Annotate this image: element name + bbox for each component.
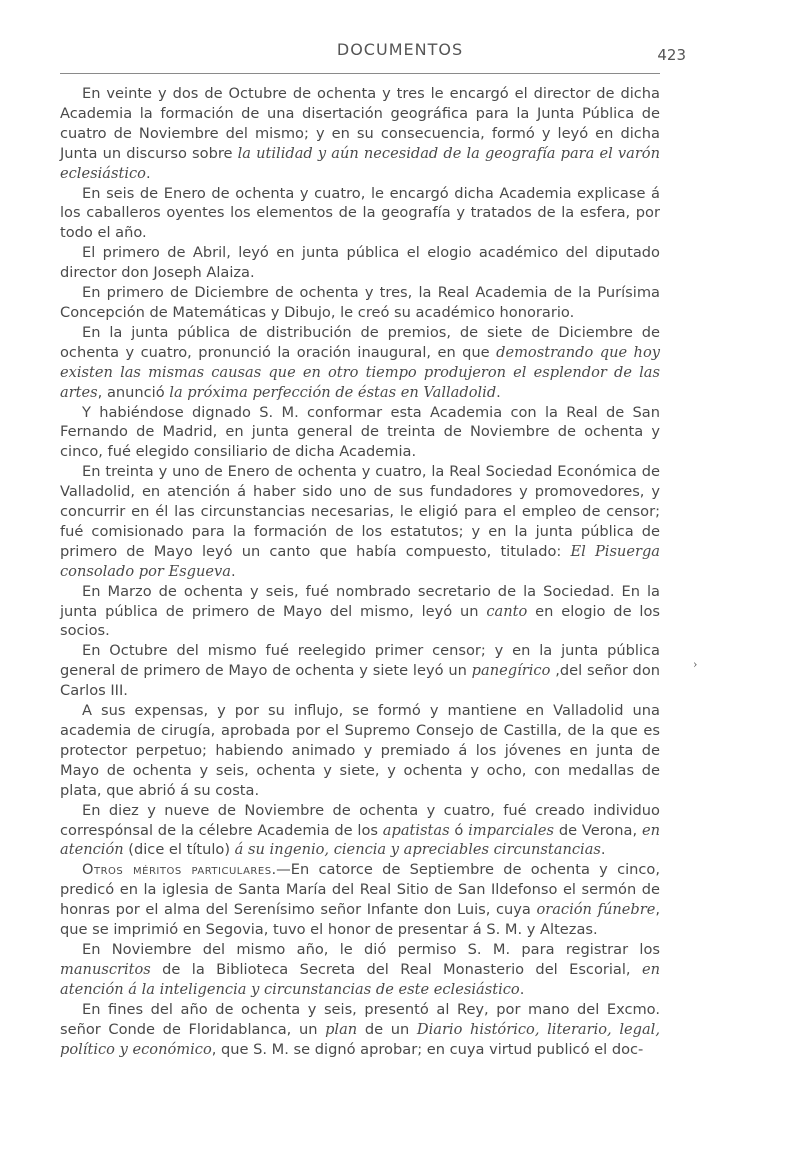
margin-mark: › [693, 658, 698, 671]
paragraph [60, 860, 660, 940]
paragraph [60, 403, 660, 463]
italic-run: canto [486, 602, 528, 620]
text-run: En Noviembre del mismo año, le dió permiso S. M. para registrar los [82, 940, 660, 958]
italic-run: á su ingenio, ciencia y apreciables circunstancias [234, 841, 601, 859]
paragraph [60, 283, 660, 323]
text-run: , anunció [97, 383, 170, 401]
text-run: En treinta y uno de Enero de ochenta y cuatro, la Real Sociedad Económica de Valladolid, en atención á haber sido uno de sus fundadores y promovedores, y concurrir en él las circunstancias necesarias, le eligió para el empleo de censor; fué comisionado para la formación de los estatutos; y en la junta pública de primero de Mayo leyó un canto que había compuesto, titulado: [60, 463, 660, 560]
section-lead: Otros méritos particulares [82, 861, 272, 879]
text-run: A sus expensas, y por su influjo, se formó y mantiene en Valladolid una academia de cirugía, aprobada por el Supremo Consejo de Castilla, de la que es protector perpetuo; habiendo animado y premiado á los jóvenes en junta de Mayo de ochenta y seis, ochenta y siete, y ochenta y ocho, con medallas de plata, que abrió á su costa. [60, 702, 660, 799]
italic-run: manuscritos [60, 960, 151, 978]
italic-run: El Pisuerga consolado por Esgueva [60, 542, 660, 580]
text-run: . [230, 562, 236, 580]
text-run: En Octubre del mismo fué reelegido primer censor; y en la junta pública general de primero de Mayo de ochenta y siete leyó un [60, 642, 660, 680]
paragraph [60, 801, 660, 861]
text-run: . [519, 980, 525, 998]
text-run: En fines del año de ochenta y seis, presentó al Rey, por mano del Excmo. señor Conde de Floridablanca, un [60, 1000, 660, 1038]
italic-run: plan [325, 1020, 358, 1038]
text-run: En primero de Diciembre de ochenta y tres, la Real Academia de la Purísima Concepción de Matemáticas y Dibujo, le creó su académico honorario. [60, 284, 660, 321]
text-run: . [496, 383, 501, 401]
text-run: . [600, 841, 606, 859]
italic-run: en atención á la inteligencia y circunstancias de este eclesiástico [60, 960, 660, 998]
text-run: En veinte y dos de Octubre de ochenta y tres le encargó el director de dicha Academia la formación de una disertación geográfica para la Junta Pública de cuatro de Noviembre del mismo; y en su consecuencia, formó y leyó en dicha Junta un discurso sobre [60, 85, 660, 162]
text-run: . [145, 164, 151, 182]
text-run: .—En catorce de Septiembre de ochenta y cinco, predicó en la iglesia de Santa María del Real Sitio de San Ildefonso el sermón de honras por el alma del Serenísimo señor Infante don Luis, cuya [60, 861, 660, 919]
text-run: En seis de Enero de ochenta y cuatro, le encargó dicha Academia explicase á los caballeros oyentes los elementos de la geografía y tratados de la esfera, por todo el año. [60, 184, 660, 242]
paragraph [60, 184, 660, 244]
page-number: 423 [657, 46, 686, 64]
text-run: en elogio de los socios. [60, 602, 660, 640]
paragraph [60, 84, 660, 184]
paragraph [60, 701, 660, 801]
italic-run: demostrando que hoy existen las mismas causas que en otro tiempo produjeron el esplendor de las artes [60, 343, 660, 401]
paragraph [60, 243, 660, 283]
text-run: , que S. M. se dignó aprobar; en cuya virtud publicó el doc- [211, 1040, 644, 1058]
text-run: , que se imprimió en Segovia, tuvo el honor de presentar á S. M. y Altezas. [60, 901, 661, 939]
italic-run: en atención [60, 821, 660, 859]
text-body [60, 84, 660, 1059]
text-run: de Verona, [554, 821, 642, 839]
paragraph [60, 582, 660, 642]
text-run: En Marzo de ochenta y seis, fué nombrado secretario de la Sociedad. En la junta pública de primero de Mayo del mismo, leyó un [60, 582, 660, 620]
italic-run: imparciales [468, 821, 555, 839]
italic-run: apatistas [382, 821, 450, 839]
italic-run: la utilidad y aún necesidad de la geografía para el varón eclesiástico [60, 144, 660, 182]
italic-run: oración fúnebre [536, 901, 656, 919]
text-run: de un [357, 1020, 417, 1038]
text-run: (dice el título) [123, 841, 235, 859]
text-run: En la junta pública de distribución de premios, de siete de Diciembre de ochenta y cuatro, pronunció la oración inaugural, en que [60, 323, 660, 361]
italic-run: Diario histórico, literario, legal, político y económico [60, 1020, 660, 1058]
italic-run: panegírico [471, 662, 551, 680]
text-run: Y habiéndose dignado S. M. conformar esta Academia con la Real de San Fernando de Madrid, en junta general de treinta de Noviembre de ochenta y cinco, fué elegido consiliario de dicha Academia. [60, 403, 660, 461]
paragraph [60, 1000, 660, 1060]
paragraph [60, 462, 660, 581]
text-run: En diez y nueve de Noviembre de ochenta y cuatro, fué creado individuo correspónsal de la célebre Academia de los [60, 801, 660, 839]
header-rule [60, 73, 660, 74]
paragraph [60, 323, 660, 403]
text-run: El primero de Abril, leyó en junta pública el elogio académico del diputado director don Joseph Alaiza. [60, 244, 660, 282]
text-run: ó [449, 821, 469, 839]
text-run: ,del señor don Carlos III. [60, 662, 660, 700]
italic-run: la próxima perfección de éstas en Valladolid [169, 383, 497, 401]
running-title: DOCUMENTOS [336, 40, 464, 59]
paragraph [60, 940, 660, 1000]
paragraph [60, 641, 660, 701]
text-run: de la Biblioteca Secreta del Real Monasterio del Escorial, [150, 960, 642, 978]
